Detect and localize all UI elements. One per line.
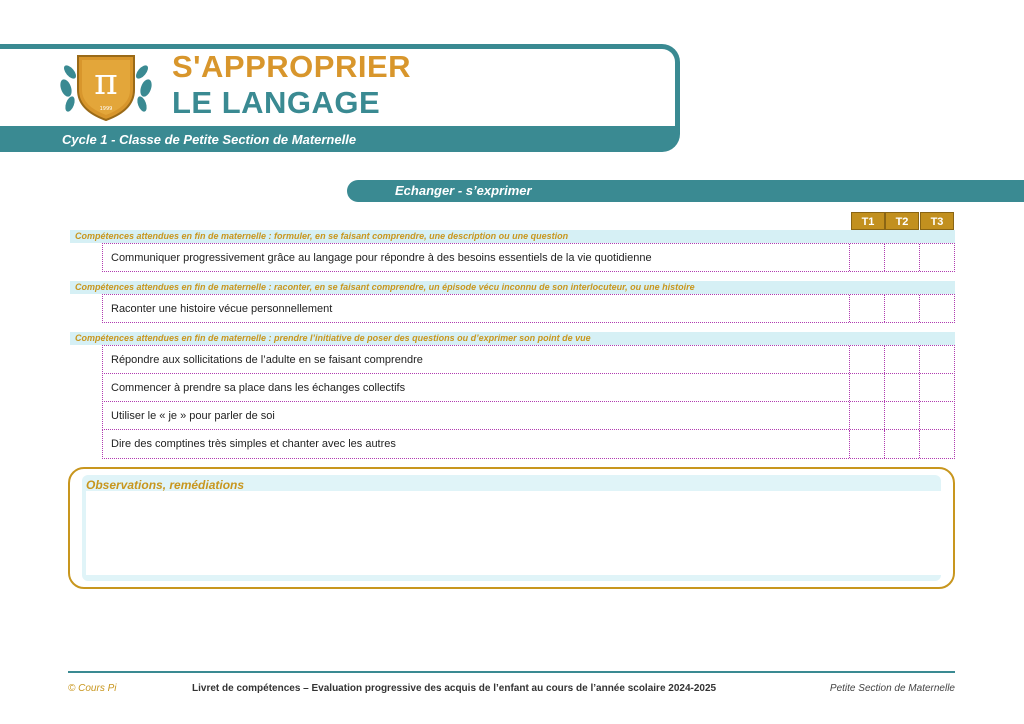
check-cell-t2[interactable] (884, 346, 919, 373)
competence-item: Communiquer progressivement grâce au langage pour répondre à des besoins essentiels de la vie quotidienne (111, 251, 652, 264)
check-cell-t3[interactable] (919, 374, 954, 401)
check-cell-t2[interactable] (884, 374, 919, 401)
competence-item: Répondre aux sollicitations de l’adulte en se faisant comprendre (111, 353, 423, 366)
competence-heading: Compétences attendues en fin de maternelle : prendre l’initiative de poser des questions ou d’exprimer son point de vue (70, 332, 955, 345)
subtitle: Cycle 1 - Classe de Petite Section de Maternelle (62, 131, 357, 147)
table-row (102, 429, 955, 459)
check-cell-t2[interactable] (884, 244, 919, 271)
table-row (102, 373, 955, 402)
competence-item: Utiliser le « je » pour parler de soi (111, 409, 275, 422)
observations-title: Observations, remédiations (86, 478, 245, 492)
check-cell-t1[interactable] (849, 295, 884, 322)
competence-item: Commencer à prendre sa place dans les échanges collectifs (111, 381, 406, 394)
check-cell-t2[interactable] (884, 295, 919, 322)
logo-glyph: π (94, 62, 118, 103)
subtitle-strip (0, 126, 676, 152)
check-cell-t3[interactable] (919, 295, 954, 322)
check-cell-t2[interactable] (884, 402, 919, 429)
competence-item: Dire des comptines très simples et chanter avec les autres (111, 438, 396, 450)
competence-heading: Compétences attendues en fin de maternelle : raconter, en se faisant comprendre, un épisode vécu inconnu de son interlocuteur, ou une histoire (70, 281, 955, 294)
footer-copyright: © Cours Pi (68, 683, 117, 694)
check-cell-t3[interactable] (919, 402, 954, 429)
trimester-header-t2: T2 (885, 212, 919, 230)
check-cell-t1[interactable] (849, 346, 884, 373)
table-row (102, 243, 955, 272)
footer-divider (68, 671, 955, 673)
observations-box (68, 467, 955, 589)
footer-level: Petite Section de Maternelle (829, 683, 955, 694)
footer-title: Livret de compétences – Evaluation progressive des acquis de l’enfant au cours de l’année scolaire 2024-2025 (192, 683, 717, 694)
competence-heading: Compétences attendues en fin de maternelle : formuler, en se faisant comprendre, une description ou une question (70, 230, 955, 243)
section-title: Echanger - s’exprimer (347, 180, 1024, 202)
trimester-header-t3: T3 (920, 212, 954, 230)
check-cell-t2[interactable] (884, 430, 919, 458)
pi-logo (58, 48, 154, 122)
check-cell-t3[interactable] (919, 430, 954, 458)
table-row (102, 401, 955, 430)
check-cell-t3[interactable] (919, 346, 954, 373)
observations-writing-area[interactable] (86, 491, 941, 575)
check-cell-t1[interactable] (849, 430, 884, 458)
check-cell-t1[interactable] (849, 402, 884, 429)
table-row (102, 345, 955, 374)
check-cell-t1[interactable] (849, 244, 884, 271)
logo-year: 1999 (99, 106, 113, 112)
check-cell-t3[interactable] (919, 244, 954, 271)
check-cell-t1[interactable] (849, 374, 884, 401)
competence-item: Raconter une histoire vécue personnellement (111, 302, 333, 315)
title-line2: LE LANGAGE (172, 85, 381, 120)
title-line1: S'APPROPRIER (172, 49, 412, 84)
table-row (102, 294, 955, 323)
trimester-header-t1: T1 (851, 212, 885, 230)
